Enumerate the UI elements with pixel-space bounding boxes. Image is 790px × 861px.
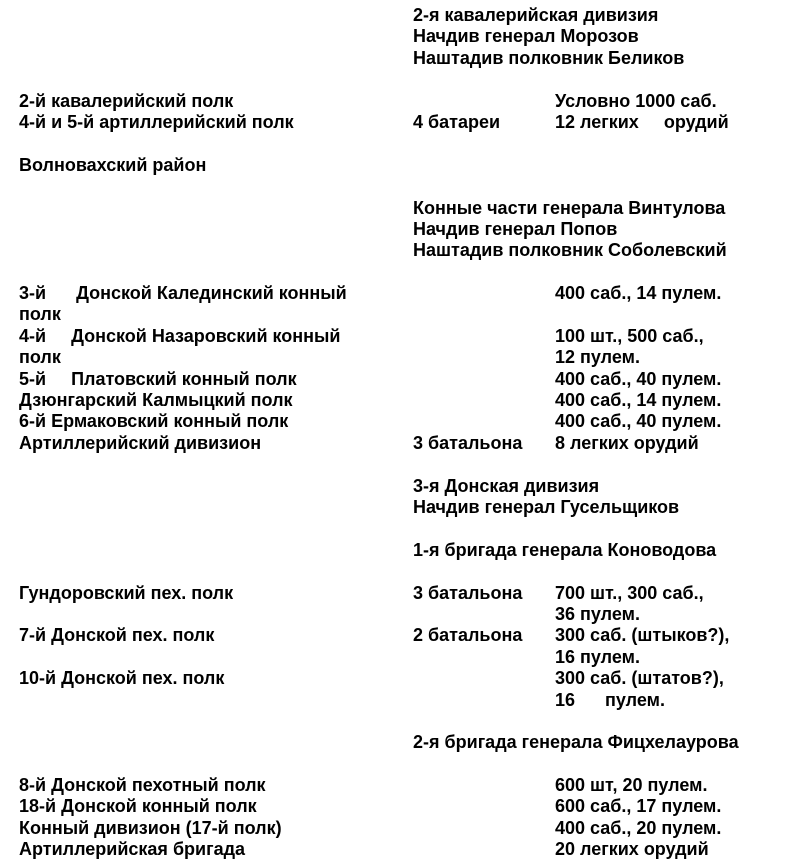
- table-row: [0, 176, 790, 197]
- table-row: [0, 133, 790, 154]
- unit-strength: 400 саб., 20 пулем.: [555, 817, 722, 838]
- unit-strength: 600 шт, 20 пулем.: [555, 775, 708, 796]
- section-heading: Наштадив полковник Соболевский: [413, 240, 727, 261]
- unit-name: 8-й Донской пехотный полк: [19, 775, 266, 796]
- unit-strength: 400 саб., 40 пулем.: [555, 411, 722, 432]
- unit-strength: 20 легких орудий: [555, 839, 709, 860]
- unit-name: 5-й Платовский конный полк: [19, 368, 297, 389]
- table-row: [0, 283, 790, 304]
- table-row: [0, 347, 790, 368]
- unit-name: 18-й Донской конный полк: [19, 796, 257, 817]
- table-row: [0, 583, 790, 604]
- table-row: [0, 326, 790, 347]
- table-row: [0, 112, 790, 133]
- table-row: [0, 818, 790, 839]
- unit-strength: 12 легких орудий: [555, 111, 729, 132]
- unit-composition: 3 батальона: [413, 582, 523, 603]
- table-row: [0, 390, 790, 411]
- section-heading-row: [0, 240, 790, 261]
- unit-strength: 36 пулем.: [555, 603, 640, 624]
- table-row: [0, 690, 790, 711]
- unit-strength: 400 саб., 14 пулем.: [555, 390, 722, 411]
- section-heading: 3-я Донская дивизия: [413, 475, 600, 496]
- unit-name: полк: [19, 304, 61, 325]
- table-row: [0, 369, 790, 390]
- section-heading: 2-я бригада генерала Фицхелаурова: [413, 732, 739, 753]
- table-row: [0, 69, 790, 90]
- unit-name: 10-й Донской пех. полк: [19, 668, 225, 689]
- unit-name: полк: [19, 347, 61, 368]
- section-heading: 1-я бригада генерала Коноводова: [413, 539, 717, 560]
- unit-name: Артиллерийский дивизион: [19, 432, 262, 453]
- section-heading-row: [0, 732, 790, 753]
- table-row: [0, 454, 790, 475]
- table-row: [0, 304, 790, 325]
- table-row: [0, 668, 790, 689]
- unit-strength: 16 пулем.: [555, 646, 640, 667]
- unit-name: 6-й Ермаковский конный полк: [19, 411, 289, 432]
- table-row: [0, 754, 790, 775]
- unit-name: Конный дивизион (17-й полк): [19, 817, 282, 838]
- table-row: [0, 91, 790, 112]
- unit-name: 3-й Донской Калединский конный: [19, 283, 347, 304]
- table-row: [0, 411, 790, 432]
- table-row: [0, 839, 790, 860]
- unit-name: Артиллерийская бригада: [19, 839, 246, 860]
- unit-composition: 2 батальона: [413, 625, 523, 646]
- table-row: [0, 518, 790, 539]
- unit-name: 2-й кавалерийский полк: [19, 90, 234, 111]
- unit-strength: 600 саб., 17 пулем.: [555, 796, 722, 817]
- unit-composition: 4 батареи: [413, 111, 501, 132]
- unit-strength: 700 шт., 300 саб.,: [555, 582, 704, 603]
- section-heading-row: [0, 26, 790, 47]
- section-heading: Наштадив полковник Беликов: [413, 47, 685, 68]
- table-row: [0, 796, 790, 817]
- table-row: [0, 625, 790, 646]
- section-heading: Начдив генерал Попов: [413, 218, 618, 239]
- unit-strength: 8 легких орудий: [555, 432, 699, 453]
- table-row: [0, 711, 790, 732]
- unit-strength: 400 саб., 14 пулем.: [555, 283, 722, 304]
- unit-strength: 300 саб. (штыков?),: [555, 625, 730, 646]
- section-heading-row: [0, 476, 790, 497]
- table-row: [0, 647, 790, 668]
- table-row: [0, 775, 790, 796]
- table-row: [0, 262, 790, 283]
- table-row: [0, 433, 790, 454]
- table-row: [0, 604, 790, 625]
- section-heading-row: [0, 497, 790, 518]
- unit-strength: 16 пулем.: [555, 689, 665, 710]
- unit-strength: 12 пулем.: [555, 347, 640, 368]
- unit-name: 4-й и 5-й артиллерийский полк: [19, 111, 294, 132]
- section-heading: Конные части генерала Винтулова: [413, 197, 726, 218]
- section-heading-row: [0, 48, 790, 69]
- unit-strength: 400 саб., 40 пулем.: [555, 368, 722, 389]
- unit-strength: 300 саб. (штатов?),: [555, 668, 724, 689]
- section-heading-row: [0, 5, 790, 26]
- unit-name: Гундоровский пех. полк: [19, 582, 234, 603]
- section-heading-row: [0, 198, 790, 219]
- section-heading: 2-я кавалерийская дивизия: [413, 5, 659, 25]
- unit-name: 7-й Донской пех. полк: [19, 625, 215, 646]
- unit-strength: 100 шт., 500 саб.,: [555, 325, 704, 346]
- unit-name: Дзюнгарский Калмыцкий полк: [19, 390, 293, 411]
- unit-name: Волновахский район: [19, 154, 207, 175]
- table-row: [0, 155, 790, 176]
- unit-strength: Условно 1000 саб.: [555, 90, 717, 111]
- unit-name: 4-й Донской Назаровский конный: [19, 325, 341, 346]
- section-heading-row: [0, 219, 790, 240]
- section-heading: Начдив генерал Гусельщиков: [413, 496, 680, 517]
- table-row: [0, 561, 790, 582]
- section-heading-row: [0, 540, 790, 561]
- unit-composition: 3 батальона: [413, 432, 523, 453]
- section-heading: Начдив генерал Морозов: [413, 26, 639, 47]
